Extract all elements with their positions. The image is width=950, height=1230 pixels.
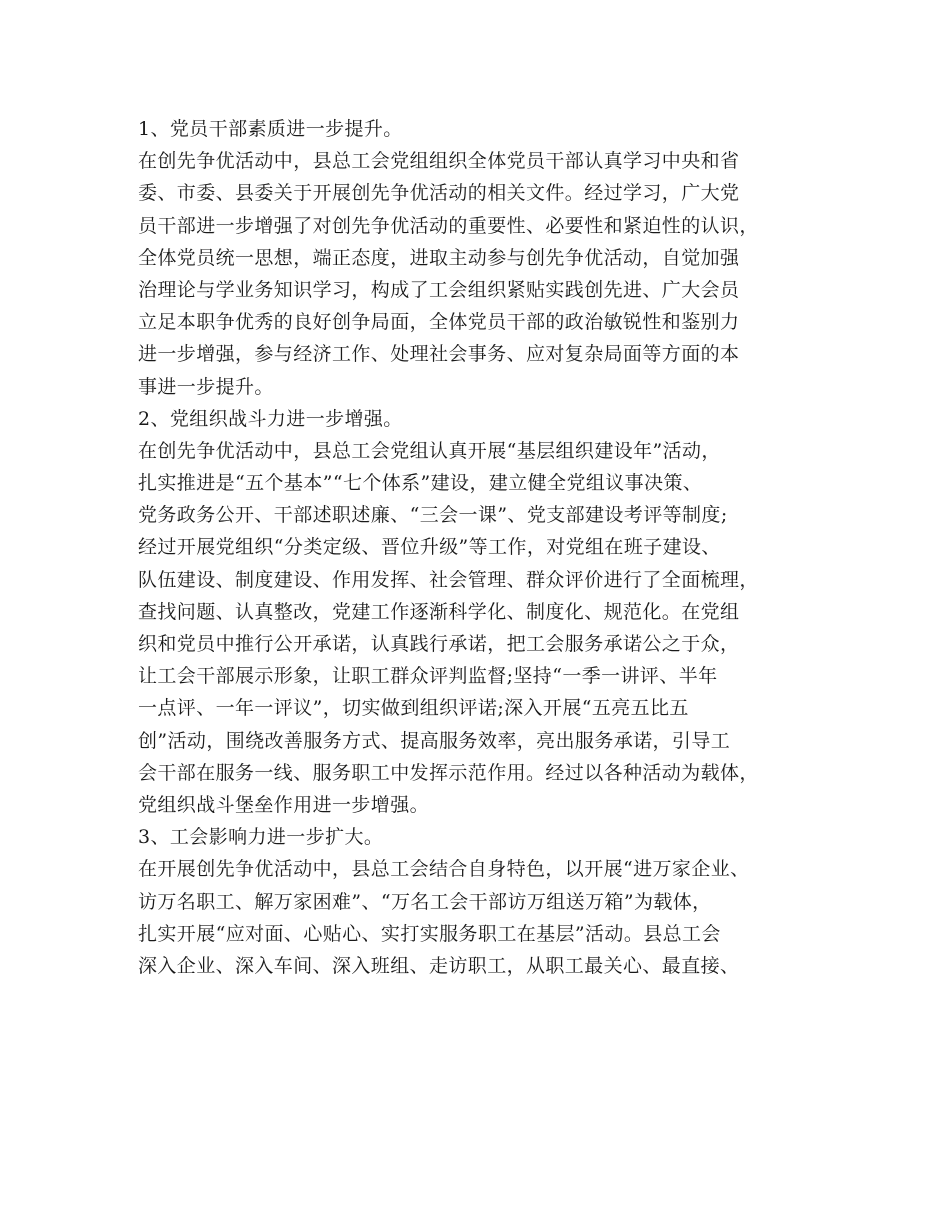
paragraph-line: 经过开展党组织“分类定级、晋位升级”等工作，对党组在班子建设、 [138,536,721,559]
paragraph-line: 深入企业、深入车间、深入班组、走访职工，从职工最关心、最直接、 [138,954,740,977]
paragraph-line: 会干部在服务一线、服务职工中发挥示范作用。经过以各种活动为载体， [138,761,759,784]
paragraph-line: 扎实推进是“五个基本”“七个体系”建设，建立健全党组议事决策、 [138,472,703,495]
paragraph-line: 治理论与学业务知识学习，构成了工会组织紧贴实践创先进、广大会员 [138,278,740,301]
section-heading-2: 2、党组织战斗力进一步增强。 [138,407,403,430]
paragraph-line: 在开展创先争优活动中，县总工会结合自身特色，以开展“进万家企业、 [138,858,750,881]
paragraph-line: 创”活动，围绕改善服务方式、提高服务效率，亮出服务承诺，引导工 [138,729,731,752]
paragraph-line: 全体党员统一思想，端正态度，进取主动参与创先争优活动，自觉加强 [138,246,740,269]
paragraph-line: 在创先争优活动中，县总工会党组组织全体党员干部认真学习中央和省 [138,150,740,173]
paragraph-line: 在创先争优活动中，县总工会党组认真开展“基层组织建设年”活动， [138,439,721,462]
paragraph-line: 队伍建设、制度建设、作用发挥、社会管理、群众评价进行了全面梳理， [138,568,759,591]
paragraph-line: 委、市委、县委关于开展创先争优活动的相关文件。经过学习，广大党 [138,182,740,205]
paragraph-line: 立足本职争优秀的良好创争局面，全体党员干部的政治敏锐性和鉴别力 [138,311,740,334]
section-heading-3: 3、工会影响力进一步扩大。 [138,826,384,849]
paragraph-line: 访万名职工、解万家困难”、“万名工会干部访万组送万箱”为载体， [138,890,712,913]
paragraph-line: 查找问题、认真整改，党建工作逐渐科学化、制度化、规范化。在党组 [138,600,740,623]
paragraph-line: 进一步增强，参与经济工作、处理社会事务、应对复杂局面等方面的本 [138,343,740,366]
document-body [138,113,838,982]
paragraph-line: 让工会干部展示形象，让职工群众评判监督;坚持“一季一讲评、半年 [138,665,718,688]
paragraph-line: 党务政务公开、干部述职述廉、“三会一课”、党支部建设考评等制度; [138,504,728,527]
paragraph-line: 一点评、一年一评议”，切实做到组织评诺;深入开展“五亮五比五 [138,697,689,720]
paragraph-line: 员干部进一步增强了对创先争优活动的重要性、必要性和紧迫性的认识， [138,214,759,237]
section-heading-1: 1、党员干部素质进一步提升。 [138,118,403,140]
paragraph-line: 织和党员中推行公开承诺，认真践行承诺，把工会服务承诺公之于众， [138,633,740,655]
paragraph-line: 扎实开展“应对面、心贴心、实打实服务职工在基层”活动。县总工会 [138,922,721,945]
paragraph-line: 党组织战斗堡垒作用进一步增强。 [138,793,430,816]
paragraph-line: 事进一步提升。 [138,375,274,398]
